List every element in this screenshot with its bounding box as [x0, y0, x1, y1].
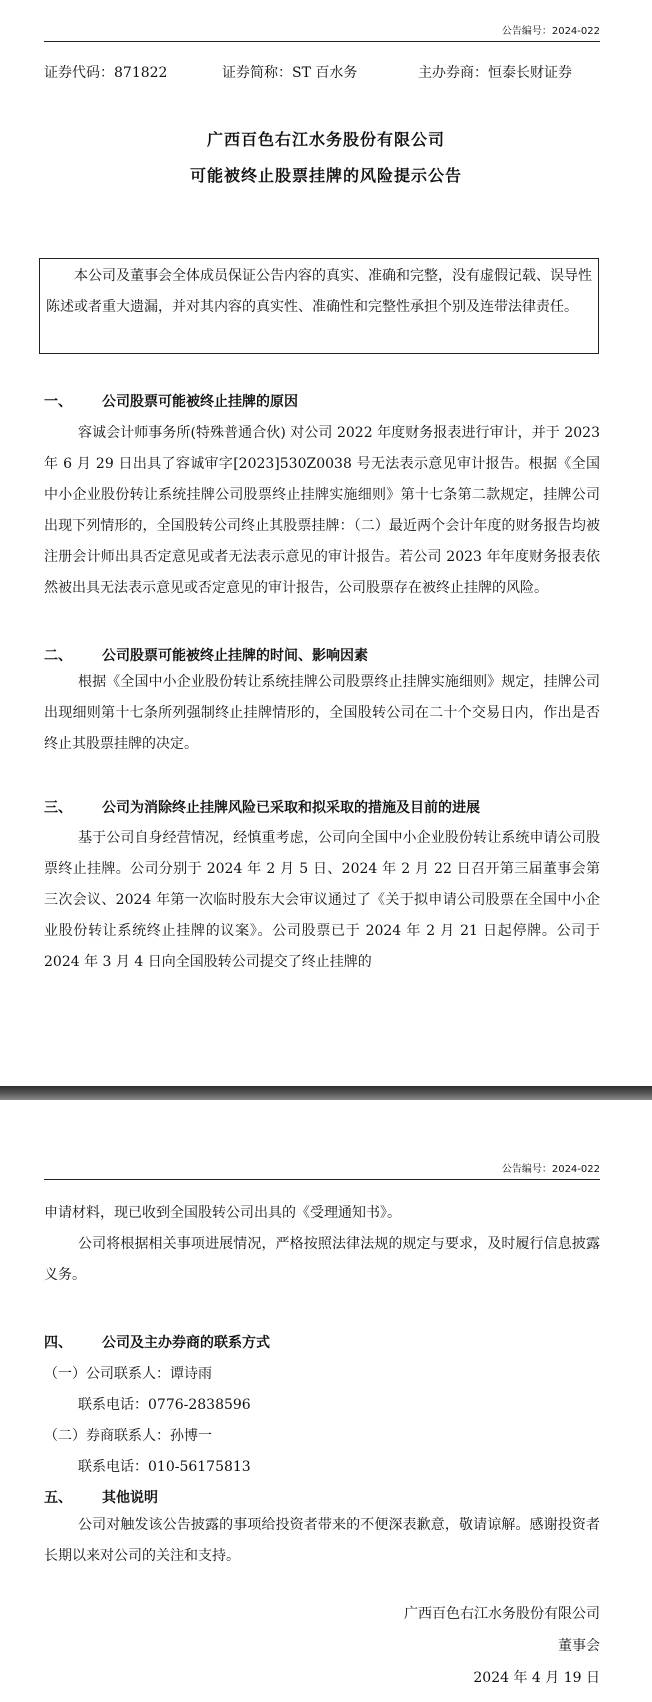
- company-title: 广西百色右江水务股份有限公司: [206, 130, 445, 149]
- section-3-number: 三、: [44, 800, 72, 816]
- section-1-number: 一、: [44, 394, 72, 410]
- section-3-continuation: 申请材料，现已收到全国股转公司出具的《受理通知书》。: [44, 1205, 401, 1221]
- declaration-text: 本公司及董事会全体成员保证公告内容的真实、准确和完整，没有虚假记载、误导性陈述或者重大遗漏，并对其内容的真实性、准确性和完整性承担个别及连带法律责任。: [46, 268, 592, 315]
- section-1-title: 公司股票可能被终止挂牌的原因: [102, 394, 298, 410]
- section-1-body: 容诚会计师事务所(特殊普通合伙) 对公司 2022 年度财务报表进行审计，并于 2023 年 6 月 29 日出具了容诚审字[2023]530Z0038 号无法表示意见审计报告。根据《全国中小企业股份转让系统挂牌公司股票终止挂牌实施细则》第十七条第二款规定，挂牌公司出现下列情形的，全国股转公司终止其股票挂牌：（二）最近两个会计年度的财务报告均被注册会计师出具否定意见或者无法表示意见的审计报告。若公司 2023 年年度财务报表依然被出具无法表示意见或否定意见的审计报告，公司股票存在被终止挂牌的风险。: [44, 425, 600, 596]
- section-5-body: 公司对触发该公告披露的事项给投资者带来的不便深表歉意，敬请谅解。感谢投资者长期以来对公司的关注和支持。: [44, 1517, 600, 1564]
- announcement-title: 可能被终止股票挂牌的风险提示公告: [189, 166, 462, 185]
- section-2-heading: [44, 645, 368, 665]
- section-3-title: 公司为消除终止挂牌风险已采取和拟采取的措施及目前的进展: [102, 800, 480, 816]
- section-2-number: 二、: [44, 648, 72, 664]
- page-separator: [0, 1086, 652, 1100]
- security-code: 证券代码：871822: [44, 65, 168, 81]
- page-2: [0, 1100, 652, 1702]
- company-contact-phone: 联系电话：0776-2838596: [78, 1397, 251, 1413]
- section-5-heading: [44, 1487, 158, 1507]
- announcement-number-header-2: 公告编号：2024-022: [44, 1160, 600, 1180]
- section-3-body: 基于公司自身经营情况，经慎重考虑，公司向全国中小企业股份转让系统申请公司股票终止挂牌。公司分别于 2024 年 2 月 5 日、2024 年 2 月 22 日召开第三届董事会第三次会议、2024 年第一次临时股东大会审议通过了《关于拟申请公司股票在全国中小企业股份转让系统终止挂牌的议案》。公司股票已于 2024 年 2 月 21 日起停牌。公司于 2024 年 3 月 4 日向全国股转公司提交了终止挂牌的: [44, 830, 600, 970]
- broker-contact-phone: 联系电话：010-56175813: [78, 1459, 251, 1475]
- broker-contact-person: （二）券商联系人：孙博一: [44, 1428, 212, 1444]
- section-1-heading: [44, 391, 298, 411]
- section-4-title: 公司及主办券商的联系方式: [102, 1335, 270, 1351]
- section-4-heading: [44, 1332, 270, 1352]
- section-2-title: 公司股票可能被终止挂牌的时间、影响因素: [102, 648, 368, 664]
- signature-date: 2024 年 4 月 19 日: [473, 1670, 600, 1686]
- announcement-number-header: 公告编号：2024-022: [44, 22, 600, 42]
- declaration-box: [39, 258, 599, 354]
- section-4-number: 四、: [44, 1335, 72, 1351]
- section-5-title: 其他说明: [102, 1490, 158, 1506]
- company-contact-person: （一）公司联系人：谭诗雨: [44, 1366, 212, 1382]
- section-5-number: 五、: [44, 1490, 72, 1506]
- signature-board: 董事会: [558, 1638, 600, 1654]
- section-3-heading: [44, 797, 480, 817]
- section-3-body-2: 公司将根据相关事项进展情况，严格按照法律法规的规定与要求，及时履行信息披露义务。: [44, 1236, 600, 1283]
- security-short-name: 证券简称：ST 百水务: [222, 65, 358, 81]
- sponsor-broker: 主办券商：恒泰长财证券: [418, 65, 572, 81]
- section-2-body: 根据《全国中小企业股份转让系统挂牌公司股票终止挂牌实施细则》规定，挂牌公司出现细则第十七条所列强制终止挂牌情形的，全国股转公司在二十个交易日内，作出是否终止其股票挂牌的决定。: [44, 674, 600, 752]
- signature-company: 广西百色右江水务股份有限公司: [404, 1606, 600, 1622]
